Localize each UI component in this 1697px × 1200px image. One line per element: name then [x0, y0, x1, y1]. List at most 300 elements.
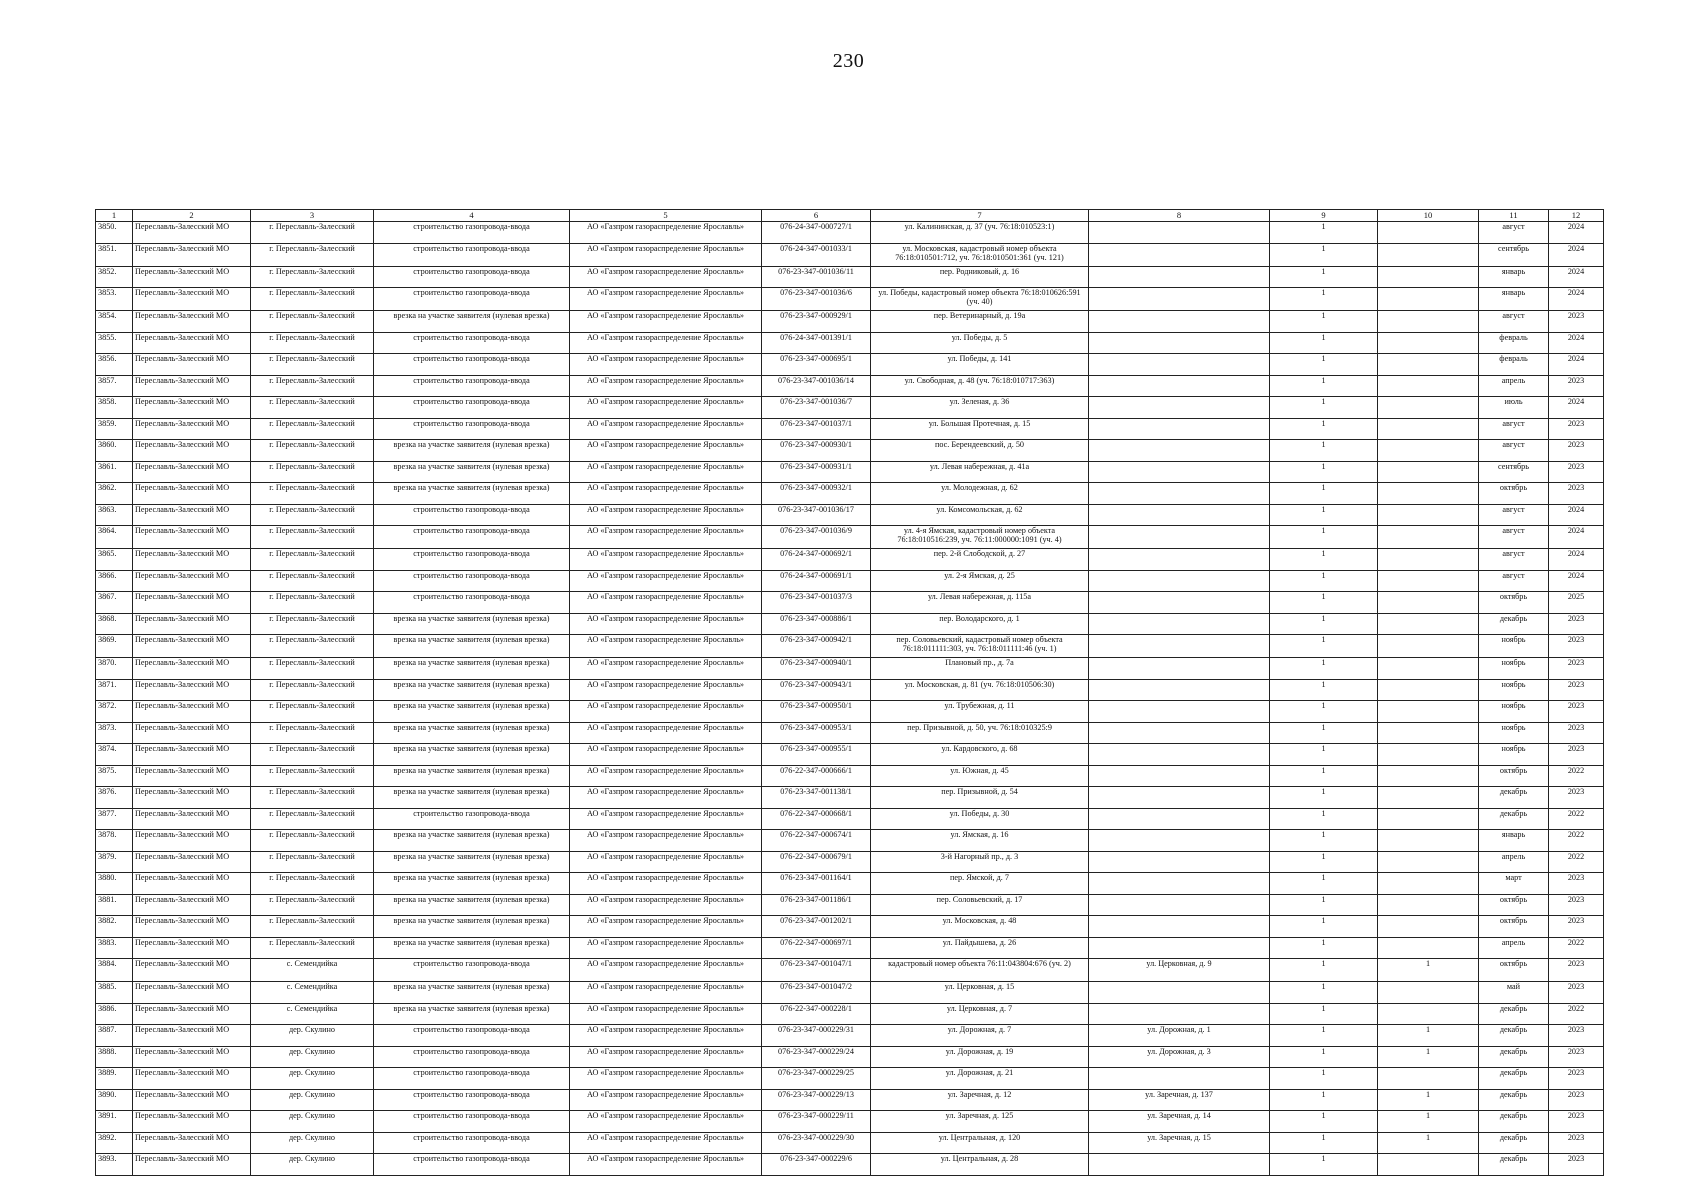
address-cell: Плановый пр., д. 7а: [871, 658, 1089, 680]
table-row: [96, 679, 1604, 701]
operator-cell: АО «Газпром газораспределение Ярославль»: [570, 461, 762, 483]
row-number-cell: 3886.: [96, 1003, 133, 1025]
contract-number-cell: 076-23-347-000930/1: [762, 440, 871, 462]
second-address-cell: [1089, 744, 1270, 766]
year-cell: 2023: [1549, 658, 1604, 680]
year-cell: 2023: [1549, 873, 1604, 895]
address-cell: ул. Дорожная, д. 7: [871, 1025, 1089, 1047]
quantity-second-cell: [1378, 504, 1479, 526]
quantity-second-cell: [1378, 679, 1479, 701]
table-row: [96, 808, 1604, 830]
row-number-cell: 3880.: [96, 873, 133, 895]
month-cell: сентябрь: [1479, 461, 1549, 483]
year-cell: 2024: [1549, 266, 1604, 288]
quantity-second-cell: [1378, 397, 1479, 419]
address-cell: ул. Комсомольская, д. 62: [871, 504, 1089, 526]
work-type-cell: строительство газопровода-ввода: [374, 243, 570, 266]
operator-cell: АО «Газпром газораспределение Ярославль»: [570, 765, 762, 787]
work-type-cell: строительство газопровода-ввода: [374, 1046, 570, 1068]
operator-cell: АО «Газпром газораспределение Ярославль»: [570, 679, 762, 701]
work-type-cell: строительство газопровода-ввода: [374, 397, 570, 419]
address-cell: ул. Победы, кадастровый номер объекта 76:18:010626:591 (уч. 40): [871, 288, 1089, 311]
work-type-cell: врезка на участке заявителя (нулевая врезка): [374, 937, 570, 959]
month-cell: декабрь: [1479, 1154, 1549, 1176]
row-number-cell: 3871.: [96, 679, 133, 701]
second-address-cell: [1089, 332, 1270, 354]
row-number-cell: 3866.: [96, 570, 133, 592]
year-cell: 2023: [1549, 1025, 1604, 1047]
second-address-cell: [1089, 526, 1270, 549]
second-address-cell: ул. Заречная, д. 15: [1089, 1132, 1270, 1154]
quantity-second-cell: [1378, 354, 1479, 376]
contract-number-cell: 076-24-347-001391/1: [762, 332, 871, 354]
contract-number-cell: 076-24-347-000727/1: [762, 222, 871, 244]
address-cell: ул. Пайдышева, д. 26: [871, 937, 1089, 959]
settlement-cell: с. Семендийка: [251, 982, 374, 1004]
address-cell: ул. Калининская, д. 37 (уч. 76:18:010523:1): [871, 222, 1089, 244]
year-cell: 2023: [1549, 418, 1604, 440]
quantity-second-cell: [1378, 526, 1479, 549]
quantity-cell: 1: [1270, 483, 1378, 505]
row-number-cell: 3879.: [96, 851, 133, 873]
gas-connection-register-table: [95, 209, 1604, 1176]
row-number-cell: 3887.: [96, 1025, 133, 1047]
contract-number-cell: 076-23-347-000932/1: [762, 483, 871, 505]
municipality-cell: Переславль-Залесский МО: [133, 1046, 251, 1068]
address-cell: ул. Московская, д. 48: [871, 916, 1089, 938]
month-cell: апрель: [1479, 375, 1549, 397]
address-cell: пер. Соловьевский, кадастровый номер объекта 76:18:011111:303, уч. 76:18:011111:46 (уч. 1): [871, 635, 1089, 658]
row-number-cell: 3853.: [96, 288, 133, 311]
address-cell: ул. Победы, д. 141: [871, 354, 1089, 376]
second-address-cell: [1089, 787, 1270, 809]
year-cell: 2023: [1549, 679, 1604, 701]
second-address-cell: ул. Дорожная, д. 1: [1089, 1025, 1270, 1047]
work-type-cell: врезка на участке заявителя (нулевая врезка): [374, 722, 570, 744]
year-cell: 2023: [1549, 959, 1604, 982]
quantity-cell: 1: [1270, 1111, 1378, 1133]
second-address-cell: ул. Заречная, д. 14: [1089, 1111, 1270, 1133]
row-number-cell: 3861.: [96, 461, 133, 483]
contract-number-cell: 076-23-347-001036/14: [762, 375, 871, 397]
operator-cell: АО «Газпром газораспределение Ярославль»: [570, 483, 762, 505]
contract-number-cell: 076-24-347-000691/1: [762, 570, 871, 592]
operator-cell: АО «Газпром газораспределение Ярославль»: [570, 1089, 762, 1111]
quantity-second-cell: [1378, 1003, 1479, 1025]
month-cell: июль: [1479, 397, 1549, 419]
municipality-cell: Переславль-Залесский МО: [133, 937, 251, 959]
second-address-cell: [1089, 592, 1270, 614]
contract-number-cell: 076-23-347-000229/25: [762, 1068, 871, 1090]
work-type-cell: врезка на участке заявителя (нулевая врезка): [374, 873, 570, 895]
quantity-cell: 1: [1270, 288, 1378, 311]
second-address-cell: [1089, 570, 1270, 592]
quantity-second-cell: 1: [1378, 1132, 1479, 1154]
second-address-cell: [1089, 851, 1270, 873]
row-number-cell: 3877.: [96, 808, 133, 830]
municipality-cell: Переславль-Залесский МО: [133, 397, 251, 419]
work-type-cell: врезка на участке заявителя (нулевая врезка): [374, 787, 570, 809]
month-cell: август: [1479, 570, 1549, 592]
settlement-cell: г. Переславль-Залесский: [251, 483, 374, 505]
address-cell: ул. 2-я Ямская, д. 25: [871, 570, 1089, 592]
quantity-second-cell: [1378, 288, 1479, 311]
row-number-cell: 3852.: [96, 266, 133, 288]
second-address-cell: ул. Церковная, д. 9: [1089, 959, 1270, 982]
row-number-cell: 3888.: [96, 1046, 133, 1068]
municipality-cell: Переславль-Залесский МО: [133, 266, 251, 288]
table-row: [96, 916, 1604, 938]
quantity-cell: 1: [1270, 440, 1378, 462]
settlement-cell: г. Переславль-Залесский: [251, 418, 374, 440]
table-row: [96, 418, 1604, 440]
quantity-second-cell: [1378, 722, 1479, 744]
work-type-cell: строительство газопровода-ввода: [374, 375, 570, 397]
settlement-cell: г. Переславль-Залесский: [251, 592, 374, 614]
quantity-cell: 1: [1270, 592, 1378, 614]
contract-number-cell: 076-23-347-001036/9: [762, 526, 871, 549]
contract-number-cell: 076-23-347-000229/24: [762, 1046, 871, 1068]
table-row: [96, 1068, 1604, 1090]
contract-number-cell: 076-23-347-000886/1: [762, 613, 871, 635]
settlement-cell: г. Переславль-Залесский: [251, 808, 374, 830]
quantity-cell: 1: [1270, 1089, 1378, 1111]
work-type-cell: строительство газопровода-ввода: [374, 808, 570, 830]
contract-number-cell: 076-23-347-000229/6: [762, 1154, 871, 1176]
row-number-cell: 3872.: [96, 701, 133, 723]
quantity-second-cell: [1378, 851, 1479, 873]
contract-number-cell: 076-23-347-000929/1: [762, 311, 871, 333]
municipality-cell: Переславль-Залесский МО: [133, 504, 251, 526]
operator-cell: АО «Газпром газораспределение Ярославль»: [570, 243, 762, 266]
year-cell: 2023: [1549, 1111, 1604, 1133]
quantity-second-cell: [1378, 332, 1479, 354]
municipality-cell: Переславль-Залесский МО: [133, 461, 251, 483]
municipality-cell: Переславль-Залесский МО: [133, 722, 251, 744]
month-cell: сентябрь: [1479, 243, 1549, 266]
contract-number-cell: 076-23-347-000229/31: [762, 1025, 871, 1047]
year-cell: 2023: [1549, 787, 1604, 809]
contract-number-cell: 076-23-347-000695/1: [762, 354, 871, 376]
work-type-cell: строительство газопровода-ввода: [374, 549, 570, 571]
table-row: [96, 635, 1604, 658]
month-cell: январь: [1479, 266, 1549, 288]
settlement-cell: г. Переславль-Залесский: [251, 787, 374, 809]
column-number: 7: [871, 210, 1089, 222]
month-cell: август: [1479, 222, 1549, 244]
address-cell: ул. Церковная, д. 7: [871, 1003, 1089, 1025]
municipality-cell: Переславль-Залесский МО: [133, 1068, 251, 1090]
year-cell: 2023: [1549, 311, 1604, 333]
operator-cell: АО «Газпром газораспределение Ярославль»: [570, 1154, 762, 1176]
quantity-cell: 1: [1270, 613, 1378, 635]
table-row: [96, 526, 1604, 549]
quantity-second-cell: [1378, 461, 1479, 483]
row-number-cell: 3890.: [96, 1089, 133, 1111]
quantity-cell: 1: [1270, 873, 1378, 895]
month-cell: август: [1479, 526, 1549, 549]
quantity-second-cell: 1: [1378, 1111, 1479, 1133]
second-address-cell: [1089, 873, 1270, 895]
year-cell: 2023: [1549, 613, 1604, 635]
second-address-cell: [1089, 701, 1270, 723]
work-type-cell: строительство газопровода-ввода: [374, 1068, 570, 1090]
year-cell: 2024: [1549, 549, 1604, 571]
municipality-cell: Переславль-Залесский МО: [133, 1025, 251, 1047]
year-cell: 2023: [1549, 894, 1604, 916]
month-cell: октябрь: [1479, 894, 1549, 916]
year-cell: 2022: [1549, 937, 1604, 959]
column-number: 9: [1270, 210, 1378, 222]
municipality-cell: Переславль-Залесский МО: [133, 1003, 251, 1025]
settlement-cell: г. Переславль-Залесский: [251, 744, 374, 766]
work-type-cell: врезка на участке заявителя (нулевая врезка): [374, 679, 570, 701]
settlement-cell: дер. Скулино: [251, 1132, 374, 1154]
row-number-cell: 3858.: [96, 397, 133, 419]
operator-cell: АО «Газпром газораспределение Ярославль»: [570, 222, 762, 244]
settlement-cell: г. Переславль-Залесский: [251, 894, 374, 916]
municipality-cell: Переславль-Залесский МО: [133, 744, 251, 766]
quantity-cell: 1: [1270, 1154, 1378, 1176]
quantity-cell: 1: [1270, 808, 1378, 830]
second-address-cell: [1089, 440, 1270, 462]
municipality-cell: Переславль-Залесский МО: [133, 243, 251, 266]
operator-cell: АО «Газпром газораспределение Ярославль»: [570, 959, 762, 982]
operator-cell: АО «Газпром газораспределение Ярославль»: [570, 916, 762, 938]
second-address-cell: [1089, 222, 1270, 244]
quantity-second-cell: [1378, 873, 1479, 895]
municipality-cell: Переславль-Залесский МО: [133, 959, 251, 982]
quantity-second-cell: [1378, 916, 1479, 938]
contract-number-cell: 076-24-347-001033/1: [762, 243, 871, 266]
table-row: [96, 982, 1604, 1004]
work-type-cell: врезка на участке заявителя (нулевая врезка): [374, 440, 570, 462]
municipality-cell: Переславль-Залесский МО: [133, 873, 251, 895]
second-address-cell: [1089, 1154, 1270, 1176]
quantity-second-cell: 1: [1378, 1025, 1479, 1047]
row-number-cell: 3883.: [96, 937, 133, 959]
month-cell: май: [1479, 982, 1549, 1004]
month-cell: апрель: [1479, 937, 1549, 959]
table-row: [96, 1089, 1604, 1111]
row-number-cell: 3878.: [96, 830, 133, 852]
year-cell: 2024: [1549, 504, 1604, 526]
year-cell: 2022: [1549, 1003, 1604, 1025]
table-row: [96, 937, 1604, 959]
municipality-cell: Переславль-Залесский МО: [133, 440, 251, 462]
operator-cell: АО «Газпром газораспределение Ярославль»: [570, 526, 762, 549]
table-row: [96, 332, 1604, 354]
work-type-cell: врезка на участке заявителя (нулевая врезка): [374, 461, 570, 483]
municipality-cell: Переславль-Залесский МО: [133, 483, 251, 505]
month-cell: декабрь: [1479, 1068, 1549, 1090]
quantity-cell: 1: [1270, 332, 1378, 354]
year-cell: 2022: [1549, 765, 1604, 787]
operator-cell: АО «Газпром газораспределение Ярославль»: [570, 570, 762, 592]
settlement-cell: г. Переславль-Залесский: [251, 440, 374, 462]
year-cell: 2023: [1549, 483, 1604, 505]
settlement-cell: г. Переславль-Залесский: [251, 354, 374, 376]
settlement-cell: г. Переславль-Залесский: [251, 613, 374, 635]
contract-number-cell: 076-23-347-000943/1: [762, 679, 871, 701]
row-number-cell: 3869.: [96, 635, 133, 658]
quantity-second-cell: [1378, 483, 1479, 505]
settlement-cell: с. Семендийка: [251, 1003, 374, 1025]
table-row: [96, 354, 1604, 376]
contract-number-cell: 076-23-347-001036/6: [762, 288, 871, 311]
quantity-second-cell: [1378, 418, 1479, 440]
row-number-cell: 3859.: [96, 418, 133, 440]
work-type-cell: строительство газопровода-ввода: [374, 570, 570, 592]
row-number-cell: 3857.: [96, 375, 133, 397]
row-number-cell: 3856.: [96, 354, 133, 376]
operator-cell: АО «Газпром газораспределение Ярославль»: [570, 592, 762, 614]
month-cell: декабрь: [1479, 808, 1549, 830]
settlement-cell: с. Семендийка: [251, 959, 374, 982]
quantity-cell: 1: [1270, 1068, 1378, 1090]
row-number-cell: 3862.: [96, 483, 133, 505]
contract-number-cell: 076-23-347-000931/1: [762, 461, 871, 483]
year-cell: 2024: [1549, 243, 1604, 266]
contract-number-cell: 076-23-347-001138/1: [762, 787, 871, 809]
year-cell: 2024: [1549, 332, 1604, 354]
settlement-cell: дер. Скулино: [251, 1089, 374, 1111]
month-cell: октябрь: [1479, 483, 1549, 505]
address-cell: ул. Зеленая, д. 36: [871, 397, 1089, 419]
operator-cell: АО «Газпром газораспределение Ярославль»: [570, 288, 762, 311]
quantity-cell: 1: [1270, 461, 1378, 483]
quantity-second-cell: [1378, 592, 1479, 614]
contract-number-cell: 076-22-347-000668/1: [762, 808, 871, 830]
table-row: [96, 1046, 1604, 1068]
municipality-cell: Переславль-Залесский МО: [133, 288, 251, 311]
work-type-cell: строительство газопровода-ввода: [374, 504, 570, 526]
operator-cell: АО «Газпром газораспределение Ярославль»: [570, 375, 762, 397]
row-number-cell: 3854.: [96, 311, 133, 333]
address-cell: ул. Левая набережная, д. 41а: [871, 461, 1089, 483]
contract-number-cell: 076-22-347-000697/1: [762, 937, 871, 959]
month-cell: декабрь: [1479, 1089, 1549, 1111]
month-cell: апрель: [1479, 851, 1549, 873]
settlement-cell: г. Переславль-Залесский: [251, 397, 374, 419]
settlement-cell: дер. Скулино: [251, 1025, 374, 1047]
municipality-cell: Переславль-Залесский МО: [133, 982, 251, 1004]
month-cell: декабрь: [1479, 1132, 1549, 1154]
year-cell: 2022: [1549, 830, 1604, 852]
address-cell: ул. Заречная, д. 125: [871, 1111, 1089, 1133]
work-type-cell: врезка на участке заявителя (нулевая врезка): [374, 894, 570, 916]
year-cell: 2023: [1549, 982, 1604, 1004]
second-address-cell: [1089, 354, 1270, 376]
operator-cell: АО «Газпром газораспределение Ярославль»: [570, 787, 762, 809]
operator-cell: АО «Газпром газораспределение Ярославль»: [570, 851, 762, 873]
second-address-cell: [1089, 266, 1270, 288]
second-address-cell: ул. Заречная, д. 137: [1089, 1089, 1270, 1111]
quantity-second-cell: [1378, 982, 1479, 1004]
month-cell: август: [1479, 504, 1549, 526]
operator-cell: АО «Газпром газораспределение Ярославль»: [570, 354, 762, 376]
municipality-cell: Переславль-Залесский МО: [133, 1154, 251, 1176]
work-type-cell: врезка на участке заявителя (нулевая врезка): [374, 311, 570, 333]
second-address-cell: [1089, 311, 1270, 333]
settlement-cell: дер. Скулино: [251, 1068, 374, 1090]
month-cell: февраль: [1479, 332, 1549, 354]
table-row: [96, 243, 1604, 266]
address-cell: ул. Победы, д. 5: [871, 332, 1089, 354]
work-type-cell: врезка на участке заявителя (нулевая врезка): [374, 851, 570, 873]
municipality-cell: Переславль-Залесский МО: [133, 635, 251, 658]
quantity-second-cell: [1378, 787, 1479, 809]
contract-number-cell: 076-23-347-001037/3: [762, 592, 871, 614]
operator-cell: АО «Газпром газораспределение Ярославль»: [570, 504, 762, 526]
month-cell: декабрь: [1479, 787, 1549, 809]
municipality-cell: Переславль-Залесский МО: [133, 592, 251, 614]
settlement-cell: г. Переславль-Залесский: [251, 222, 374, 244]
settlement-cell: г. Переславль-Залесский: [251, 916, 374, 938]
settlement-cell: г. Переславль-Залесский: [251, 549, 374, 571]
month-cell: ноябрь: [1479, 635, 1549, 658]
operator-cell: АО «Газпром газораспределение Ярославль»: [570, 744, 762, 766]
work-type-cell: строительство газопровода-ввода: [374, 1111, 570, 1133]
quantity-cell: 1: [1270, 894, 1378, 916]
quantity-second-cell: [1378, 570, 1479, 592]
second-address-cell: ул. Дорожная, д. 3: [1089, 1046, 1270, 1068]
address-cell: ул. Большая Протечная, д. 15: [871, 418, 1089, 440]
second-address-cell: [1089, 288, 1270, 311]
operator-cell: АО «Газпром газораспределение Ярославль»: [570, 397, 762, 419]
operator-cell: АО «Газпром газораспределение Ярославль»: [570, 873, 762, 895]
quantity-cell: 1: [1270, 679, 1378, 701]
second-address-cell: [1089, 375, 1270, 397]
contract-number-cell: 076-23-347-000953/1: [762, 722, 871, 744]
quantity-cell: 1: [1270, 1132, 1378, 1154]
quantity-second-cell: [1378, 243, 1479, 266]
table-row: [96, 311, 1604, 333]
quantity-cell: 1: [1270, 504, 1378, 526]
year-cell: 2023: [1549, 1046, 1604, 1068]
contract-number-cell: 076-23-347-000229/30: [762, 1132, 871, 1154]
quantity-cell: 1: [1270, 526, 1378, 549]
year-cell: 2023: [1549, 916, 1604, 938]
page-number: 230: [832, 50, 865, 72]
operator-cell: АО «Газпром газораспределение Ярославль»: [570, 266, 762, 288]
month-cell: октябрь: [1479, 959, 1549, 982]
second-address-cell: [1089, 483, 1270, 505]
address-cell: ул. Центральная, д. 120: [871, 1132, 1089, 1154]
operator-cell: АО «Газпром газораспределение Ярославль»: [570, 1068, 762, 1090]
month-cell: декабрь: [1479, 1046, 1549, 1068]
address-cell: пер. Родниковый, д. 16: [871, 266, 1089, 288]
quantity-second-cell: [1378, 440, 1479, 462]
settlement-cell: г. Переславль-Залесский: [251, 765, 374, 787]
row-number-cell: 3882.: [96, 916, 133, 938]
second-address-cell: [1089, 1003, 1270, 1025]
table-row: [96, 658, 1604, 680]
operator-cell: АО «Газпром газораспределение Ярославль»: [570, 613, 762, 635]
address-cell: ул. Московская, д. 81 (уч. 76:18:010506:30): [871, 679, 1089, 701]
address-cell: пер. Призывной, д. 54: [871, 787, 1089, 809]
month-cell: декабрь: [1479, 1111, 1549, 1133]
settlement-cell: г. Переславль-Залесский: [251, 722, 374, 744]
address-cell: пер. Ямской, д. 7: [871, 873, 1089, 895]
address-cell: ул. Дорожная, д. 21: [871, 1068, 1089, 1090]
second-address-cell: [1089, 982, 1270, 1004]
second-address-cell: [1089, 243, 1270, 266]
quantity-second-cell: [1378, 635, 1479, 658]
row-number-cell: 3850.: [96, 222, 133, 244]
contract-number-cell: 076-23-347-001047/2: [762, 982, 871, 1004]
operator-cell: АО «Газпром газораспределение Ярославль»: [570, 830, 762, 852]
